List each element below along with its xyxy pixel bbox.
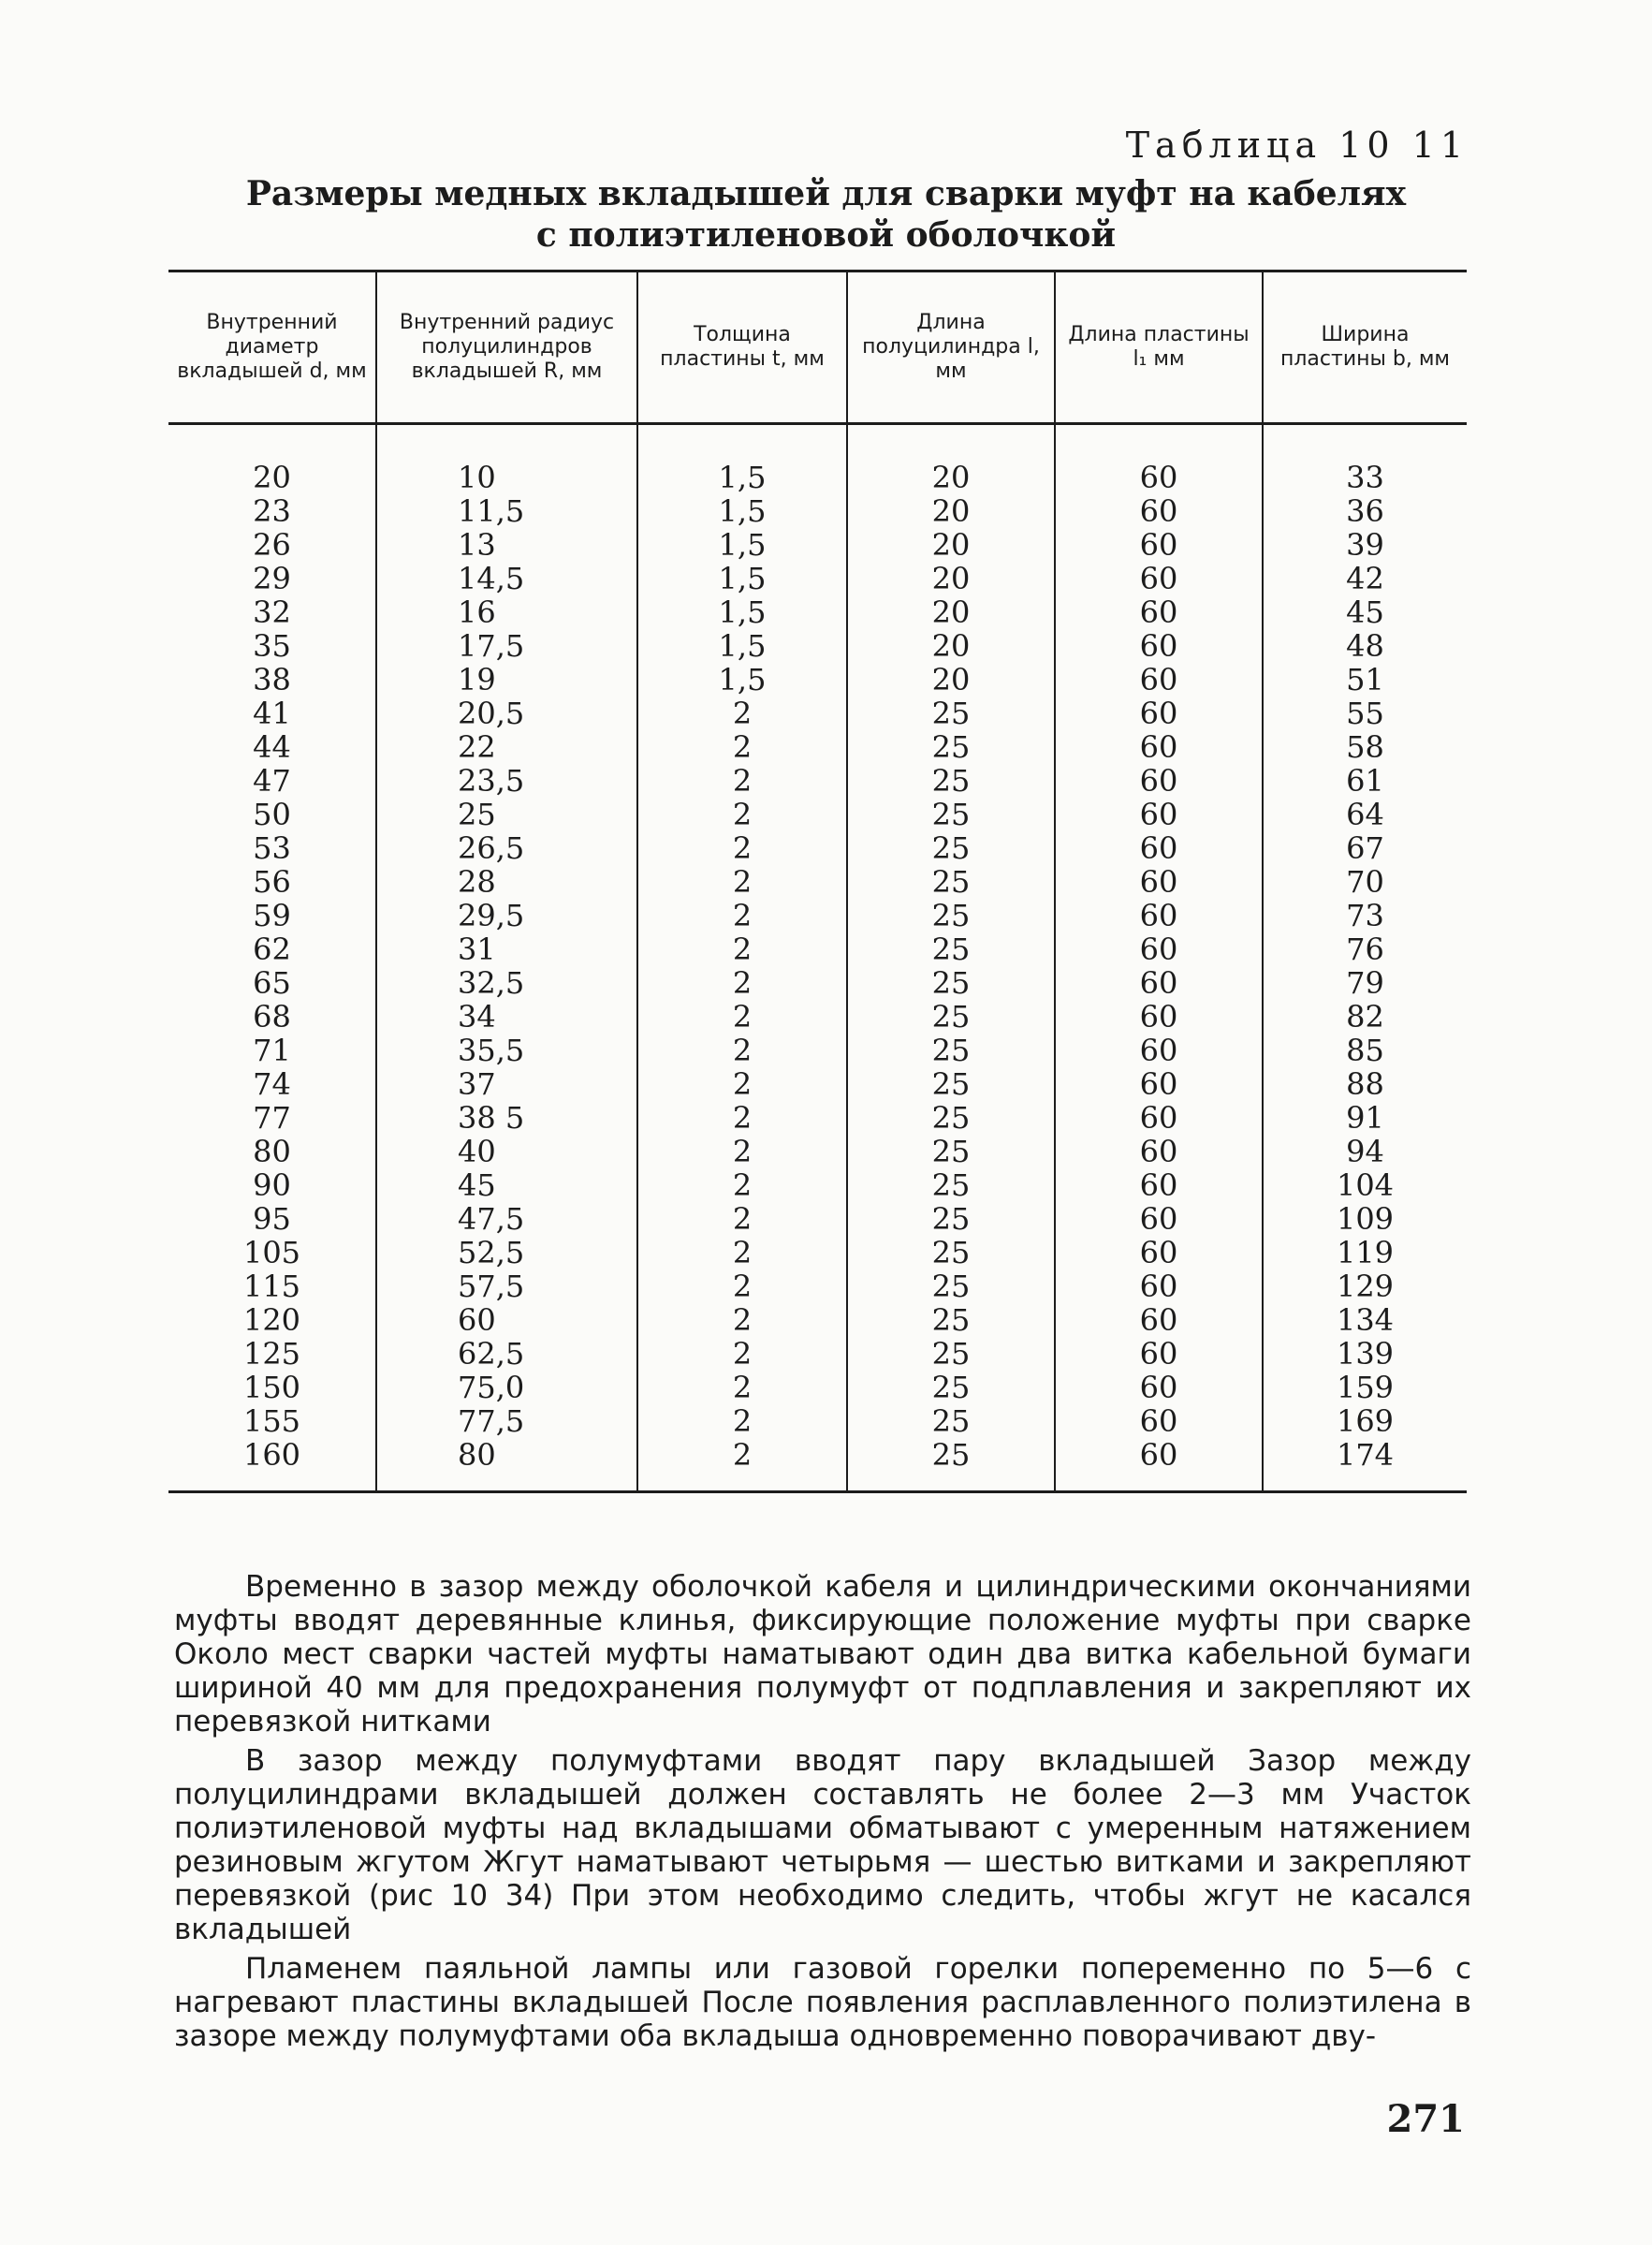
column-header-inner-radius: Внутренний радиус полуцилиндров вкладышей R, мм [376, 271, 637, 424]
cell-plate-length: 60 [1055, 1371, 1263, 1404]
table-row [168, 424, 1467, 495]
cell-plate-width: 48 [1263, 629, 1467, 663]
cell-plate-length: 60 [1055, 562, 1263, 595]
cell-inner-diameter: 47 [253, 763, 291, 799]
table-row [168, 1101, 1467, 1135]
table-row [168, 1168, 1467, 1202]
cell-half-cylinder-length: 25 [847, 1000, 1055, 1034]
cell-inner-diameter: 50 [253, 797, 291, 832]
table-row [168, 1202, 1467, 1236]
table-body [168, 424, 1467, 1492]
cell-inner-radius: 29,5 [376, 899, 637, 932]
cell-inner-radius: 62,5 [376, 1337, 637, 1371]
cell-half-cylinder-length: 20 [847, 494, 1055, 528]
cell-inner-diameter: 41 [253, 696, 291, 731]
cell-inner-diameter: 35 [253, 628, 291, 664]
cell-half-cylinder-length: 25 [847, 764, 1055, 798]
cell-plate-length: 60 [1055, 1000, 1263, 1034]
cell-plate-thickness: 2 [637, 831, 847, 865]
cell-inner-radius: 14,5 [376, 562, 637, 595]
table-row [168, 798, 1467, 831]
cell-plate-thickness: 1,5 [637, 595, 847, 629]
cell-half-cylinder-length: 25 [847, 1135, 1055, 1168]
cell-inner-diameter: 155 [242, 1403, 301, 1439]
body-text [174, 1570, 1471, 2059]
cell-plate-width: 64 [1263, 798, 1467, 831]
table-row [168, 1337, 1467, 1371]
cell-inner-diameter: 29 [253, 561, 291, 596]
cell-plate-thickness: 2 [637, 1135, 847, 1168]
cell-plate-length: 60 [1055, 1404, 1263, 1438]
cell-plate-length: 60 [1055, 424, 1263, 495]
cell-plate-thickness: 2 [637, 697, 847, 730]
cell-plate-width: 45 [1263, 595, 1467, 629]
cell-plate-width: 39 [1263, 528, 1467, 562]
cell-plate-width: 79 [1263, 966, 1467, 1000]
column-header-inner-diameter: Внутренний диаметр вкладышей d, мм [168, 271, 376, 424]
table-row [168, 595, 1467, 629]
dimensions-table [168, 270, 1467, 1493]
cell-plate-width: 139 [1263, 1337, 1467, 1371]
table-row [168, 562, 1467, 595]
cell-inner-diameter: 38 [253, 662, 291, 697]
cell-plate-length: 60 [1055, 1337, 1263, 1371]
cell-inner-radius: 38 5 [376, 1101, 637, 1135]
cell-inner-radius: 22 [376, 730, 637, 764]
cell-plate-length: 60 [1055, 1269, 1263, 1303]
cell-plate-width: 58 [1263, 730, 1467, 764]
cell-inner-diameter: 56 [253, 864, 291, 900]
table-row [168, 865, 1467, 899]
cell-plate-length: 60 [1055, 595, 1263, 629]
cell-plate-width: 159 [1263, 1371, 1467, 1404]
cell-inner-radius: 16 [376, 595, 637, 629]
cell-plate-length: 60 [1055, 865, 1263, 899]
table-row [168, 831, 1467, 865]
table-row [168, 730, 1467, 764]
table-row [168, 1438, 1467, 1492]
cell-inner-radius: 34 [376, 1000, 637, 1034]
cell-inner-radius: 75,0 [376, 1371, 637, 1404]
cell-inner-radius: 20,5 [376, 697, 637, 730]
cell-half-cylinder-length: 20 [847, 663, 1055, 697]
cell-half-cylinder-length: 25 [847, 1303, 1055, 1337]
cell-plate-width: 129 [1263, 1269, 1467, 1303]
cell-inner-diameter: 90 [253, 1167, 291, 1203]
cell-plate-length: 60 [1055, 663, 1263, 697]
cell-half-cylinder-length: 25 [847, 966, 1055, 1000]
cell-plate-length: 60 [1055, 528, 1263, 562]
column-header-plate-width: Ширина пластины b, мм [1263, 271, 1467, 424]
cell-inner-radius: 31 [376, 932, 637, 966]
cell-plate-width: 73 [1263, 899, 1467, 932]
cell-half-cylinder-length: 25 [847, 1236, 1055, 1269]
cell-inner-radius: 11,5 [376, 494, 637, 528]
cell-plate-length: 60 [1055, 730, 1263, 764]
cell-inner-radius: 23,5 [376, 764, 637, 798]
cell-inner-diameter: 68 [253, 999, 291, 1034]
table-title-line-2: с полиэтиленовой оболочкой [535, 215, 1117, 255]
table-title [0, 173, 1652, 256]
cell-half-cylinder-length: 25 [847, 865, 1055, 899]
cell-plate-length: 60 [1055, 899, 1263, 932]
cell-plate-width: 134 [1263, 1303, 1467, 1337]
cell-inner-radius: 52,5 [376, 1236, 637, 1269]
cell-half-cylinder-length: 20 [847, 424, 1055, 495]
cell-plate-width: 67 [1263, 831, 1467, 865]
cell-inner-radius: 60 [376, 1303, 637, 1337]
cell-half-cylinder-length: 25 [847, 1438, 1055, 1492]
cell-half-cylinder-length: 25 [847, 1168, 1055, 1202]
cell-plate-thickness: 1,5 [637, 494, 847, 528]
page-number: 271 [1386, 2097, 1465, 2141]
cell-inner-diameter: 105 [242, 1235, 301, 1270]
cell-plate-thickness: 2 [637, 1168, 847, 1202]
cell-inner-diameter: 115 [242, 1269, 301, 1304]
cell-half-cylinder-length: 25 [847, 1404, 1055, 1438]
cell-half-cylinder-length: 25 [847, 1067, 1055, 1101]
cell-half-cylinder-length: 25 [847, 899, 1055, 932]
cell-plate-thickness: 2 [637, 966, 847, 1000]
cell-inner-radius: 25 [376, 798, 637, 831]
cell-plate-thickness: 1,5 [637, 528, 847, 562]
cell-plate-width: 85 [1263, 1034, 1467, 1067]
table-header-row [168, 271, 1467, 424]
table-row [168, 764, 1467, 798]
cell-inner-diameter: 53 [253, 830, 291, 866]
cell-plate-length: 60 [1055, 494, 1263, 528]
table-row [168, 629, 1467, 663]
cell-inner-diameter: 62 [253, 932, 291, 967]
cell-plate-length: 60 [1055, 764, 1263, 798]
cell-half-cylinder-length: 20 [847, 562, 1055, 595]
table-row [168, 899, 1467, 932]
cell-plate-width: 33 [1263, 424, 1467, 495]
cell-plate-thickness: 2 [637, 899, 847, 932]
cell-half-cylinder-length: 25 [847, 1202, 1055, 1236]
cell-half-cylinder-length: 25 [847, 697, 1055, 730]
cell-half-cylinder-length: 25 [847, 730, 1055, 764]
cell-inner-radius: 37 [376, 1067, 637, 1101]
cell-plate-length: 60 [1055, 932, 1263, 966]
cell-plate-thickness: 1,5 [637, 663, 847, 697]
cell-inner-radius: 26,5 [376, 831, 637, 865]
cell-inner-diameter: 95 [253, 1201, 291, 1237]
cell-inner-radius: 77,5 [376, 1404, 637, 1438]
cell-plate-thickness: 2 [637, 932, 847, 966]
cell-plate-thickness: 2 [637, 764, 847, 798]
cell-half-cylinder-length: 25 [847, 1371, 1055, 1404]
cell-inner-diameter: 120 [242, 1302, 301, 1338]
cell-inner-diameter: 26 [253, 527, 291, 563]
cell-inner-diameter: 80 [253, 1134, 291, 1169]
cell-inner-diameter: 71 [253, 1033, 291, 1068]
cell-plate-length: 60 [1055, 1034, 1263, 1067]
table-row [168, 1236, 1467, 1269]
table-row [168, 528, 1467, 562]
cell-plate-length: 60 [1055, 1135, 1263, 1168]
column-header-plate-length: Длина пластины l₁ мм [1055, 271, 1263, 424]
cell-plate-width: 104 [1263, 1168, 1467, 1202]
cell-half-cylinder-length: 20 [847, 528, 1055, 562]
cell-inner-radius: 45 [376, 1168, 637, 1202]
cell-plate-thickness: 2 [637, 1371, 847, 1404]
cell-plate-width: 94 [1263, 1135, 1467, 1168]
cell-inner-radius: 80 [376, 1438, 637, 1492]
cell-plate-width: 76 [1263, 932, 1467, 966]
cell-plate-width: 70 [1263, 865, 1467, 899]
cell-inner-radius: 57,5 [376, 1269, 637, 1303]
cell-plate-width: 169 [1263, 1404, 1467, 1438]
cell-plate-length: 60 [1055, 629, 1263, 663]
paragraph: Временно в зазор между оболочкой кабеля и цилиндрическими окончаниями муфты вводят деревянные клинья, фиксирующие положение муфты при сварке Около мест сварки частей муфты наматывают один два витка кабельной бумаги шириной 40 мм для предохранения полумуфт от подплавления и закрепляют их перевязкой нитками [174, 1570, 1471, 1739]
cell-half-cylinder-length: 25 [847, 1269, 1055, 1303]
cell-plate-length: 60 [1055, 831, 1263, 865]
cell-plate-width: 61 [1263, 764, 1467, 798]
cell-plate-width: 109 [1263, 1202, 1467, 1236]
cell-half-cylinder-length: 20 [847, 595, 1055, 629]
column-header-half-cylinder-length: Длина полуцилиндра l, мм [847, 271, 1055, 424]
table-row [168, 1034, 1467, 1067]
cell-inner-diameter: 74 [253, 1066, 291, 1102]
table-row [168, 1404, 1467, 1438]
cell-plate-width: 88 [1263, 1067, 1467, 1101]
cell-plate-length: 60 [1055, 1202, 1263, 1236]
cell-inner-radius: 32,5 [376, 966, 637, 1000]
cell-plate-length: 60 [1055, 1438, 1263, 1492]
paragraph: Пламенем паяльной лампы или газовой горелки попеременно по 5—6 с нагревают пластины вкладышей После появления расплавленного полиэтилена в зазоре между полумуфтами оба вкладыша одновременно поворачивают дву- [174, 1952, 1471, 2053]
cell-plate-length: 60 [1055, 966, 1263, 1000]
cell-inner-radius: 17,5 [376, 629, 637, 663]
table-row [168, 1135, 1467, 1168]
cell-plate-length: 60 [1055, 798, 1263, 831]
cell-plate-width: 174 [1263, 1438, 1467, 1492]
cell-plate-thickness: 2 [637, 1000, 847, 1034]
table-row [168, 1303, 1467, 1337]
cell-plate-width: 91 [1263, 1101, 1467, 1135]
cell-plate-width: 36 [1263, 494, 1467, 528]
paragraph: В зазор между полумуфтами вводят пару вкладышей Зазор между полуцилиндрами вкладышей должен составлять не более 2—3 мм Участок полиэтиленовой муфты над вкладышами обматывают с умеренным натяжением резиновым жгутом Жгут наматывают четырьмя — шестью витками и закрепляют перевязкой (рис 10 34) При этом необходимо следить, чтобы жгут не касался вкладышей [174, 1744, 1471, 1946]
cell-plate-thickness: 2 [637, 1202, 847, 1236]
table-row [168, 494, 1467, 528]
table-row [168, 1269, 1467, 1303]
cell-inner-diameter: 160 [242, 1437, 301, 1473]
cell-half-cylinder-length: 25 [847, 1034, 1055, 1067]
cell-inner-diameter: 65 [253, 965, 291, 1001]
cell-plate-thickness: 2 [637, 1067, 847, 1101]
cell-plate-length: 60 [1055, 1101, 1263, 1135]
table-row [168, 932, 1467, 966]
cell-plate-thickness: 2 [637, 1236, 847, 1269]
cell-plate-length: 60 [1055, 1303, 1263, 1337]
cell-half-cylinder-length: 20 [847, 629, 1055, 663]
cell-inner-diameter: 44 [253, 729, 291, 765]
cell-inner-radius: 10 [376, 424, 637, 495]
table-label: Таблица 10 11 [1125, 125, 1469, 166]
cell-half-cylinder-length: 25 [847, 1337, 1055, 1371]
cell-plate-width: 51 [1263, 663, 1467, 697]
cell-inner-radius: 35,5 [376, 1034, 637, 1067]
cell-half-cylinder-length: 25 [847, 1101, 1055, 1135]
cell-plate-thickness: 2 [637, 1034, 847, 1067]
cell-plate-thickness: 2 [637, 1303, 847, 1337]
table-row [168, 1371, 1467, 1404]
cell-plate-thickness: 2 [637, 1101, 847, 1135]
cell-plate-thickness: 1,5 [637, 424, 847, 495]
column-header-plate-thickness: Толщина пластины t, мм [637, 271, 847, 424]
cell-inner-radius: 28 [376, 865, 637, 899]
cell-plate-thickness: 2 [637, 798, 847, 831]
cell-inner-diameter: 23 [253, 493, 291, 529]
cell-plate-width: 55 [1263, 697, 1467, 730]
table-row [168, 1000, 1467, 1034]
cell-inner-diameter: 125 [242, 1336, 301, 1372]
cell-plate-thickness: 2 [637, 865, 847, 899]
cell-inner-diameter: 59 [253, 898, 291, 933]
cell-plate-length: 60 [1055, 1067, 1263, 1101]
table-row [168, 697, 1467, 730]
cell-inner-radius: 47,5 [376, 1202, 637, 1236]
cell-plate-width: 119 [1263, 1236, 1467, 1269]
cell-plate-thickness: 2 [637, 730, 847, 764]
cell-plate-width: 82 [1263, 1000, 1467, 1034]
cell-inner-diameter: 150 [242, 1370, 301, 1405]
cell-plate-length: 60 [1055, 697, 1263, 730]
cell-inner-radius: 19 [376, 663, 637, 697]
cell-half-cylinder-length: 25 [847, 932, 1055, 966]
cell-plate-thickness: 2 [637, 1337, 847, 1371]
cell-half-cylinder-length: 25 [847, 831, 1055, 865]
cell-plate-length: 60 [1055, 1168, 1263, 1202]
cell-plate-thickness: 2 [637, 1438, 847, 1492]
table-title-line-1: Размеры медных вкладышей для сварки муфт на кабелях [245, 174, 1407, 213]
table-row [168, 663, 1467, 697]
cell-plate-thickness: 1,5 [637, 562, 847, 595]
cell-plate-width: 42 [1263, 562, 1467, 595]
cell-half-cylinder-length: 25 [847, 798, 1055, 831]
cell-plate-thickness: 2 [637, 1404, 847, 1438]
table-row [168, 966, 1467, 1000]
cell-inner-diameter: 32 [253, 594, 291, 630]
cell-plate-thickness: 2 [637, 1269, 847, 1303]
cell-plate-length: 60 [1055, 1236, 1263, 1269]
cell-inner-radius: 13 [376, 528, 637, 562]
cell-plate-thickness: 1,5 [637, 629, 847, 663]
cell-inner-diameter: 20 [253, 460, 291, 495]
cell-inner-radius: 40 [376, 1135, 637, 1168]
table-row [168, 1067, 1467, 1101]
cell-inner-diameter: 77 [253, 1100, 291, 1136]
